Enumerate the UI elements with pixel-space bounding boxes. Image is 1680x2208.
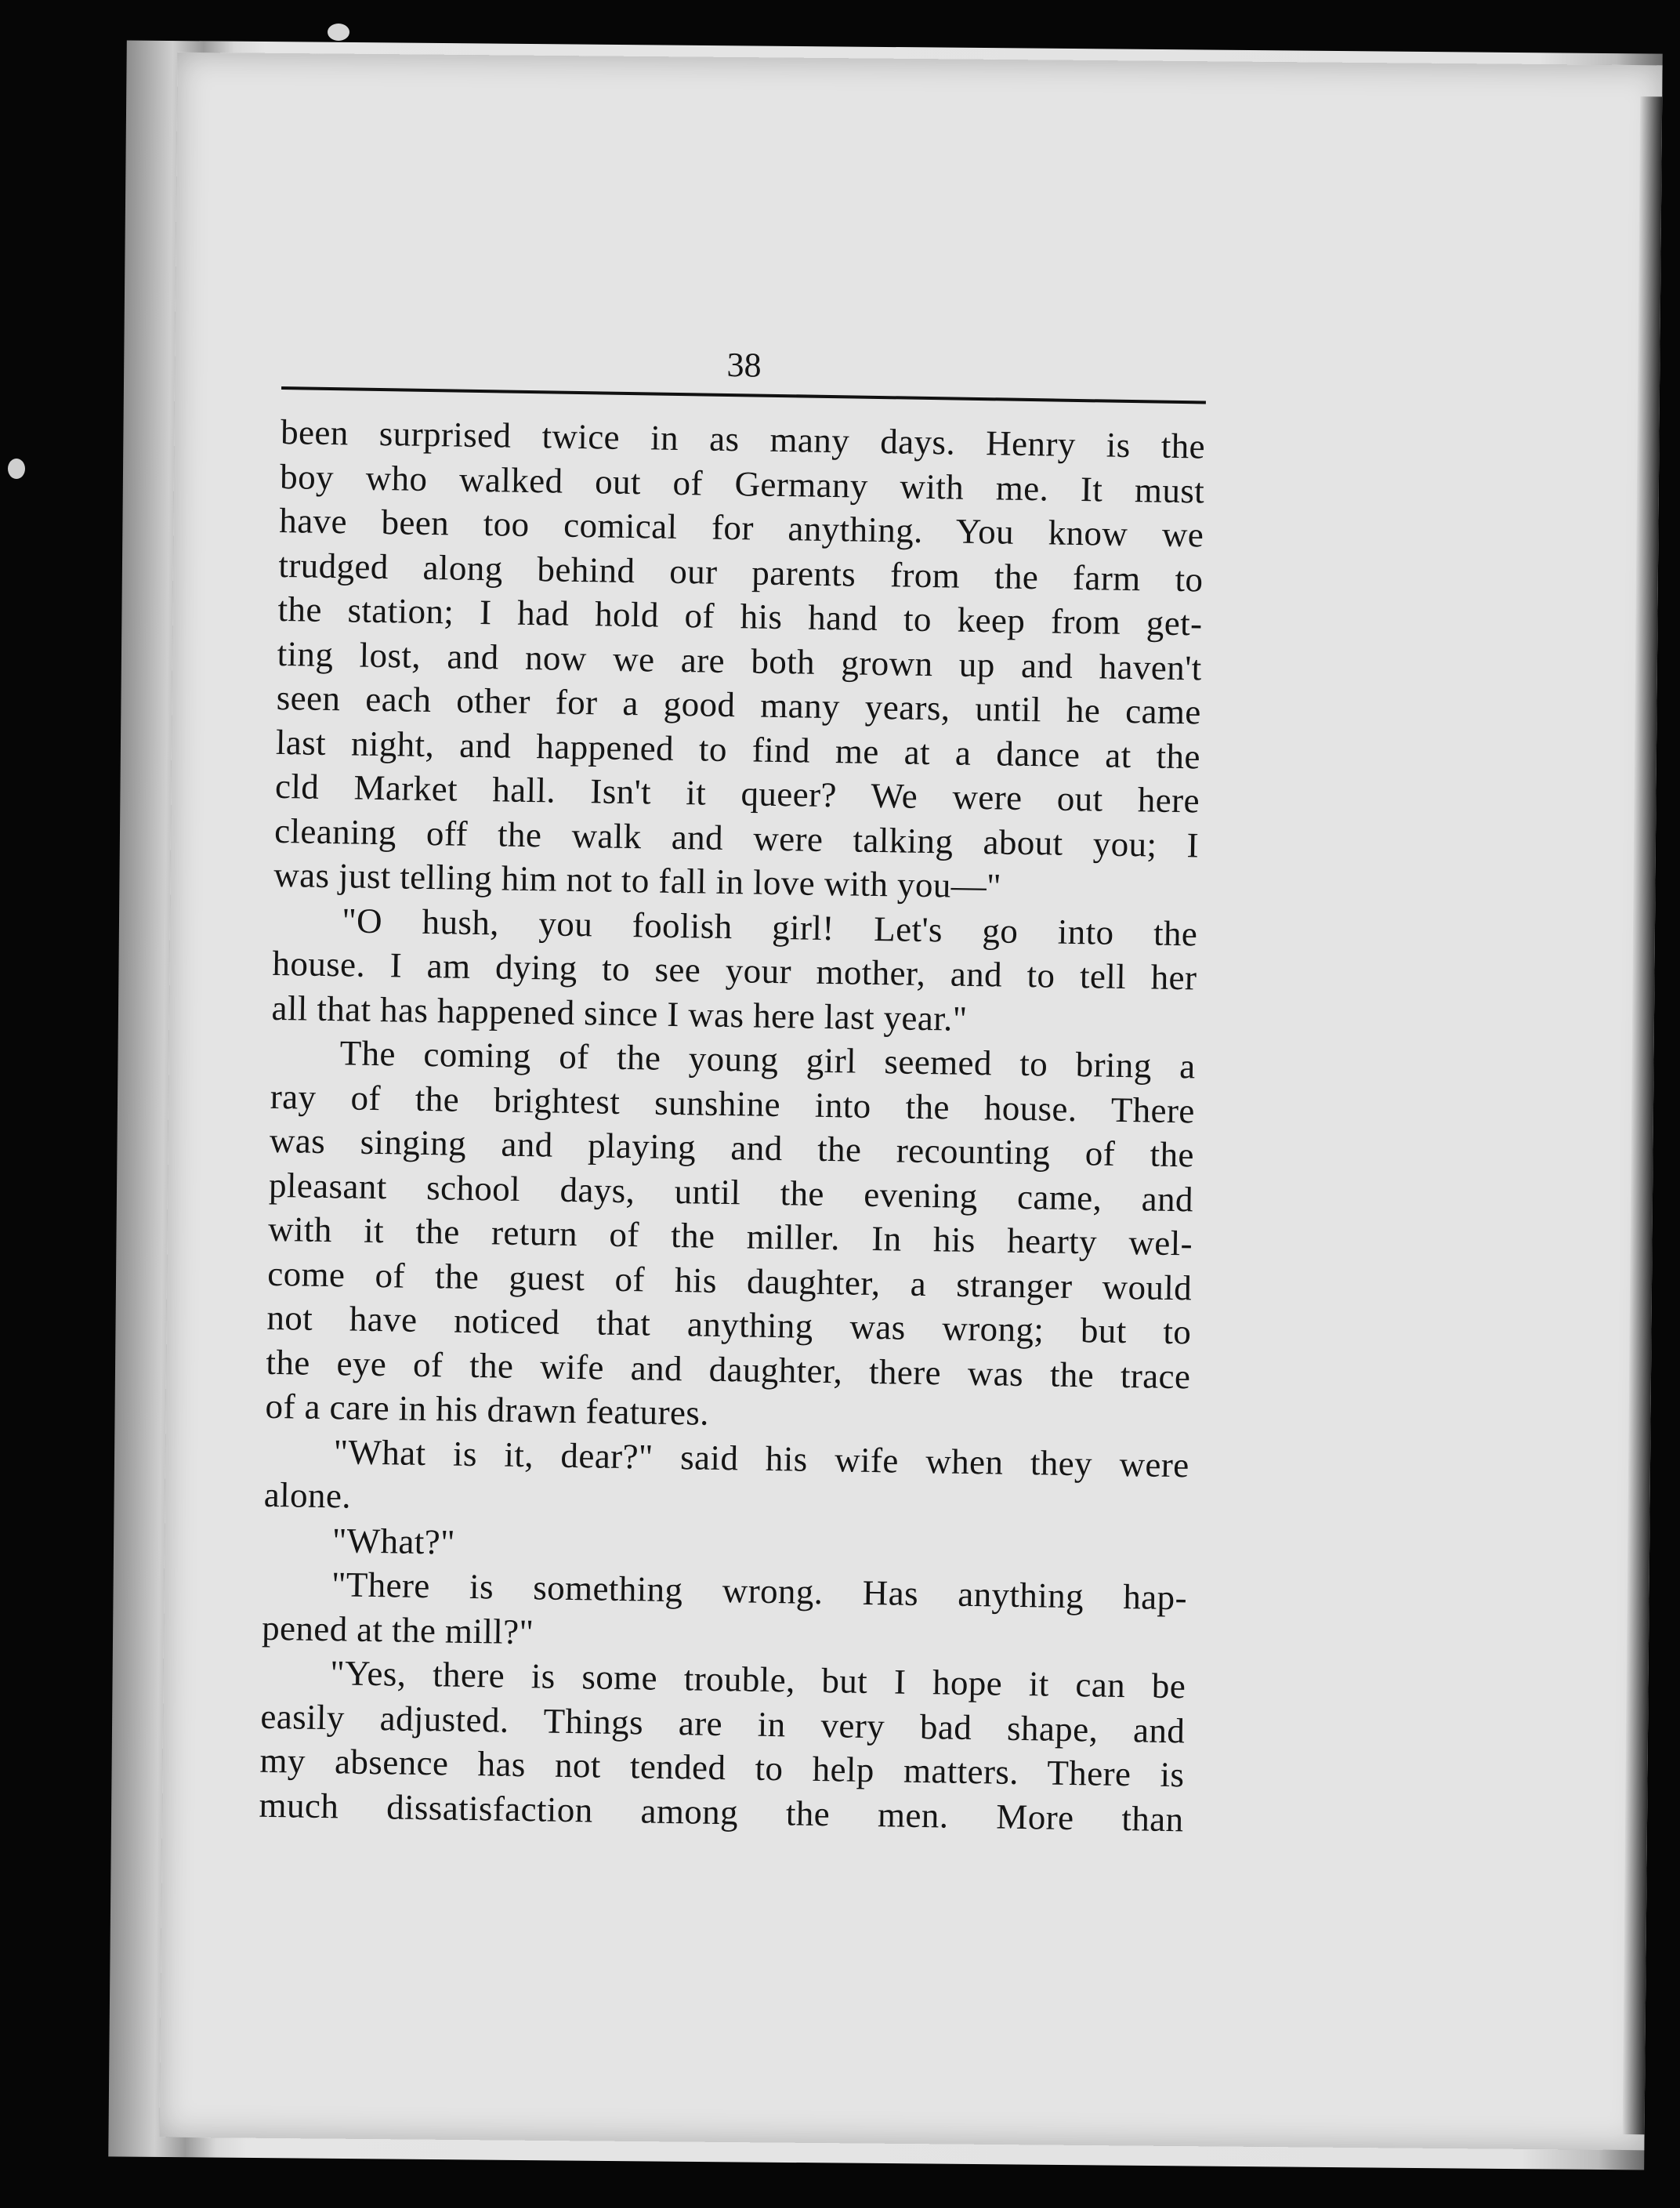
text-line: with it the return of the miller. In his hearty wel- (267, 1209, 1193, 1264)
text-line: was singing and playing and the recounting of the (269, 1120, 1195, 1175)
text-line: the station; I had hold of his hand to keep from get- (277, 589, 1203, 644)
text-line: seen each other for a good many years, until he came (276, 677, 1202, 732)
text-line: "O hush, you foolish girl! Let's go into the (342, 900, 1198, 953)
text-line: "What is it, dear?" said his wife when they were (333, 1431, 1190, 1485)
text-line: "What?" (331, 1520, 456, 1562)
text-line: pleasant school days, until the evening came, and (268, 1165, 1194, 1219)
text-line: boy who walked out of Germany with me. It must (279, 456, 1205, 511)
text-line: trudged along behind our parents from the farm to (278, 545, 1204, 599)
header-rule (281, 386, 1206, 404)
page-text-block (259, 341, 1207, 1841)
text-line: cleaning off the walk and were talking about you; I (273, 810, 1200, 865)
text-line: my absence has not tended to help matters. There is (259, 1740, 1185, 1795)
text-line: all that has happened since I was here last year." (271, 988, 968, 1039)
text-line: last night, and happened to find me at a dance at the (275, 722, 1201, 776)
body-text (259, 410, 1205, 1841)
text-line: "Yes, there is some trouble, but I hope it can be (329, 1653, 1186, 1706)
text-line: was just telling him not to fall in love with you—" (273, 854, 1002, 906)
text-line: the eye of the wife and daughter, there was the trace (266, 1342, 1191, 1396)
text-line: house. I am dying to see your mother, and to tell her (272, 943, 1197, 998)
text-line: much dissatisfaction among the men. More than (259, 1785, 1184, 1839)
text-line: The coming of the young girl seemed to bring a (339, 1033, 1197, 1086)
scan-speck (8, 459, 25, 479)
text-line: have been too comical for anything. You know we (279, 500, 1204, 555)
text-line: ray of the brightest sunshine into the house. There (270, 1076, 1196, 1130)
page-number: 38 (726, 345, 762, 385)
text-line: been surprised twice in as many days. Henry is the (280, 412, 1206, 466)
text-line: ting lost, and now we are both grown up and haven't (277, 633, 1202, 687)
text-line: "There is something wrong. Has anything hap- (331, 1564, 1188, 1618)
text-line: easily adjusted. Things are in very bad shape, and (260, 1696, 1186, 1750)
text-line: not have noticed that anything was wrong; but to (266, 1297, 1192, 1352)
text-line: cld Market hall. Isn't it queer? We were out here (274, 766, 1200, 821)
text-line: pened at the mill?" (261, 1608, 534, 1651)
text-line: come of the guest of his daughter, a stranger would (266, 1253, 1193, 1307)
scan-speck (328, 24, 349, 41)
text-line: alone. (263, 1474, 352, 1516)
text-line: of a care in his drawn features. (265, 1386, 710, 1433)
